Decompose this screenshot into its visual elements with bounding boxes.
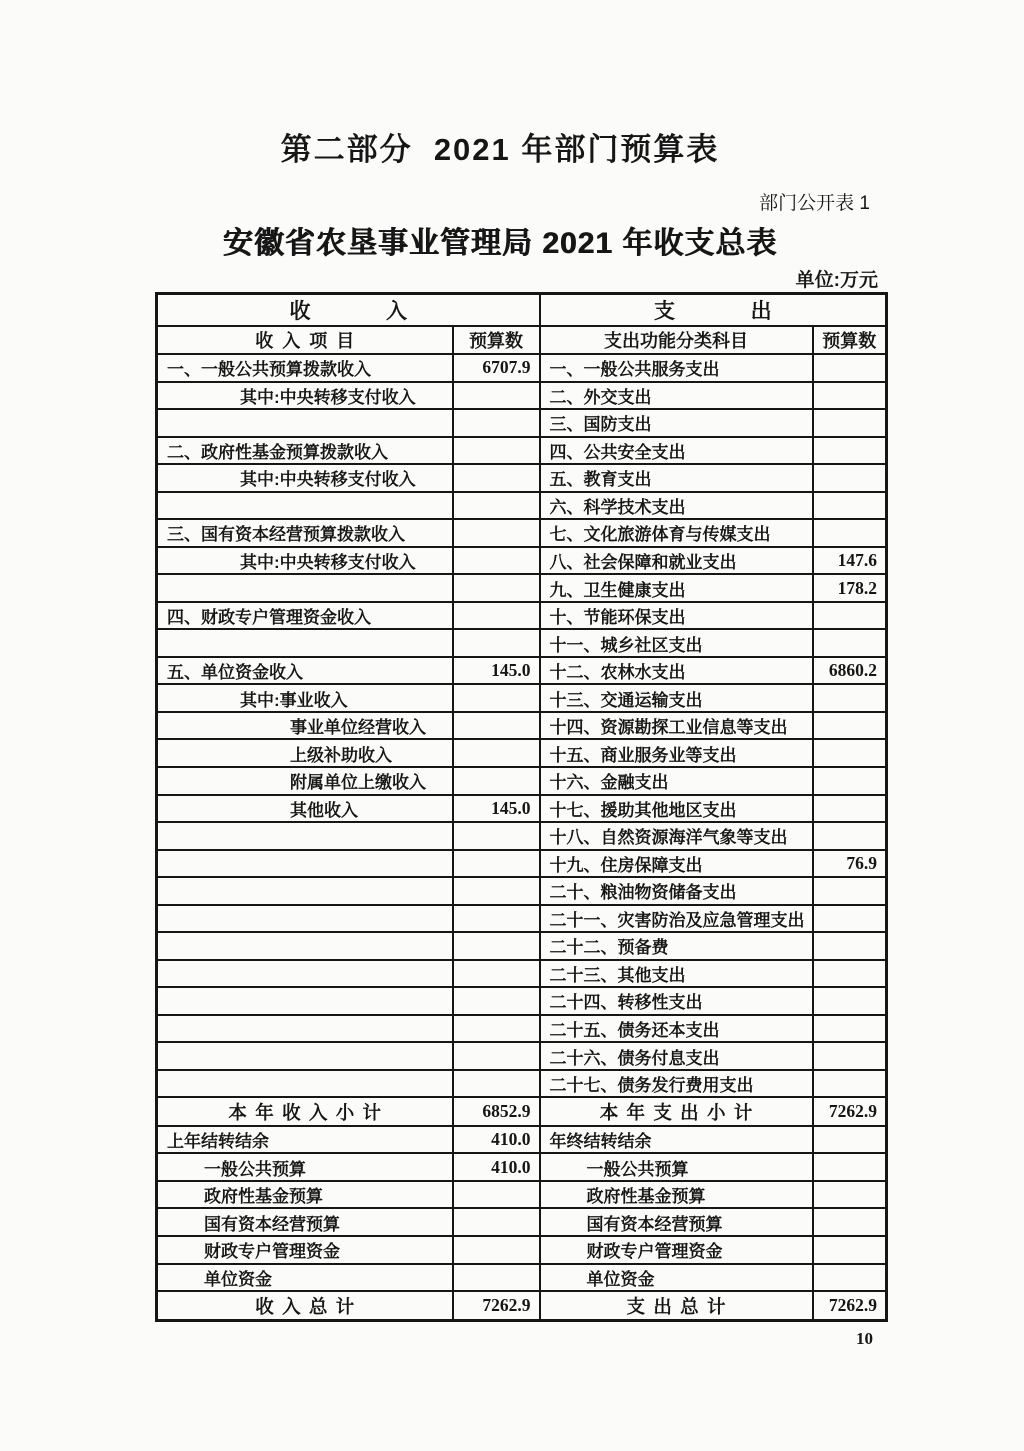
table-row: [157, 960, 887, 988]
table-row: [157, 739, 887, 767]
table-row: [157, 712, 887, 740]
income-item-cell: [157, 960, 453, 988]
income-budget-cell: [453, 464, 540, 492]
expense-budget-cell: [813, 822, 887, 850]
table-row: [157, 795, 887, 823]
income-budget-cell: [453, 1264, 540, 1292]
expense-budget-cell: [813, 987, 887, 1015]
expense-budget-cell: [813, 602, 887, 630]
expense-item-cell: 三、国防支出: [540, 409, 813, 437]
expense-item-cell: 十一、城乡社区支出: [540, 629, 813, 657]
table-row: [157, 657, 887, 685]
expense-item-cell: 本年支出小计: [540, 1097, 813, 1126]
income-budget-cell: [453, 877, 540, 905]
expense-budget-cell: 76.9: [813, 850, 887, 878]
expense-budget-cell: [813, 960, 887, 988]
income-item-cell: [157, 1042, 453, 1070]
expense-item-cell: 八、社会保障和就业支出: [540, 547, 813, 575]
expense-item-cell: 二十三、其他支出: [540, 960, 813, 988]
expense-budget-cell: [813, 492, 887, 520]
income-budget-cell: [453, 850, 540, 878]
table-row: [157, 519, 887, 547]
income-budget-cell: 410.0: [453, 1126, 540, 1154]
expense-item-cell: 单位资金: [540, 1264, 813, 1292]
income-item-cell: [157, 409, 453, 437]
income-item-cell: [157, 905, 453, 933]
income-item-cell: 上级补助收入: [157, 739, 453, 767]
income-budget-cell: [453, 1042, 540, 1070]
table-row: [157, 1153, 887, 1181]
income-budget-cell: [453, 822, 540, 850]
table-row: [157, 850, 887, 878]
expense-budget-cell: [813, 1153, 887, 1181]
table-label: 部门公开表 1: [759, 193, 870, 214]
expense-item-cell: 政府性基金预算: [540, 1181, 813, 1209]
table-row: [157, 382, 887, 410]
expense-budget-cell: 7262.9: [813, 1097, 887, 1126]
income-budget-cell: [453, 547, 540, 575]
expense-budget-cell: [813, 1070, 887, 1098]
income-item-cell: 本年收入小计: [157, 1097, 453, 1126]
budget-table: [155, 292, 888, 1322]
income-item-cell: 其中:中央转移支付收入: [157, 382, 453, 410]
table-row: [157, 822, 887, 850]
table-row: [157, 547, 887, 575]
income-item-cell: 政府性基金预算: [157, 1181, 453, 1209]
table-row: [157, 1126, 887, 1154]
expense-item-cell: 二十五、债务还本支出: [540, 1015, 813, 1043]
income-budget-cell: [453, 437, 540, 465]
income-item-cell: 二、政府性基金预算拨款收入: [157, 437, 453, 465]
expense-item-cell: 十九、住房保障支出: [540, 850, 813, 878]
expense-budget-cell: [813, 1181, 887, 1209]
income-budget-cell: 6852.9: [453, 1097, 540, 1126]
expense-budget-cell: [813, 629, 887, 657]
expense-item-cell: 十五、商业服务业等支出: [540, 739, 813, 767]
part-title: 第二部分 2021 年部门预算表: [280, 132, 720, 167]
table-row: [157, 464, 887, 492]
expense-budget-cell: [813, 1236, 887, 1264]
income-item-cell: [157, 1015, 453, 1043]
table-row: [157, 987, 887, 1015]
income-budget-cell: [453, 382, 540, 410]
income-budget-cell: [453, 712, 540, 740]
table-row: [157, 877, 887, 905]
expense-item-cell: 十七、援助其他地区支出: [540, 795, 813, 823]
income-budget-cell: [453, 987, 540, 1015]
table-row: [157, 1070, 887, 1098]
income-item-cell: [157, 932, 453, 960]
table-row: [157, 1208, 887, 1236]
expense-item-cell: 十八、自然资源海洋气象等支出: [540, 822, 813, 850]
expense-budget-cell: [813, 712, 887, 740]
column-header-row: [157, 326, 887, 354]
expense-item-cell: 十六、金融支出: [540, 767, 813, 795]
expense-budget-cell: [813, 1208, 887, 1236]
income-item-cell: [157, 877, 453, 905]
income-item-cell: 其中:中央转移支付收入: [157, 464, 453, 492]
expense-item-cell: 二十六、债务付息支出: [540, 1042, 813, 1070]
expense-item-column-header: 支出功能分类科目: [540, 326, 813, 354]
table-row: [157, 437, 887, 465]
table-row: [157, 684, 887, 712]
expense-item-cell: 二、外交支出: [540, 382, 813, 410]
expense-budget-cell: 7262.9: [813, 1291, 887, 1320]
expense-budget-cell: [813, 354, 887, 382]
income-item-cell: [157, 850, 453, 878]
income-section-header: 收入: [157, 294, 540, 327]
income-item-column-header: 收入项目: [157, 326, 453, 354]
income-item-cell: 其中:中央转移支付收入: [157, 547, 453, 575]
income-budget-cell: [453, 739, 540, 767]
expense-item-cell: 二十七、债务发行费用支出: [540, 1070, 813, 1098]
expense-budget-cell: [813, 1264, 887, 1292]
income-budget-cell: [453, 492, 540, 520]
income-budget-cell: [453, 1015, 540, 1043]
income-item-cell: 五、单位资金收入: [157, 657, 453, 685]
expense-item-cell: 十、节能环保支出: [540, 602, 813, 630]
expense-item-cell: 二十二、预备费: [540, 932, 813, 960]
expense-item-cell: 九、卫生健康支出: [540, 574, 813, 602]
expense-budget-cell: [813, 519, 887, 547]
income-budget-cell: [453, 960, 540, 988]
expense-item-cell: 二十四、转移性支出: [540, 987, 813, 1015]
income-budget-cell: [453, 684, 540, 712]
income-budget-column-header: 预算数: [453, 326, 540, 354]
expense-item-cell: 一、一般公共服务支出: [540, 354, 813, 382]
income-item-cell: [157, 1070, 453, 1098]
expense-item-cell: 十四、资源勘探工业信息等支出: [540, 712, 813, 740]
income-budget-cell: 7262.9: [453, 1291, 540, 1320]
expense-budget-cell: [813, 1126, 887, 1154]
expense-item-cell: 十二、农林水支出: [540, 657, 813, 685]
expense-section-header: 支出: [540, 294, 887, 327]
expense-item-cell: 财政专户管理资金: [540, 1236, 813, 1264]
expense-budget-cell: [813, 767, 887, 795]
income-budget-cell: [453, 1070, 540, 1098]
expense-item-cell: 支出总计: [540, 1291, 813, 1320]
table-row: [157, 354, 887, 382]
income-budget-cell: [453, 629, 540, 657]
table-row: [157, 932, 887, 960]
expense-budget-cell: [813, 684, 887, 712]
income-budget-cell: [453, 519, 540, 547]
income-item-cell: [157, 492, 453, 520]
table-row: [157, 409, 887, 437]
expense-budget-cell: [813, 1042, 887, 1070]
table-row: [157, 1236, 887, 1264]
page-number: 10: [856, 1329, 873, 1348]
expense-item-cell: 年终结转结余: [540, 1126, 813, 1154]
expense-item-cell: 十三、交通运输支出: [540, 684, 813, 712]
income-item-cell: 国有资本经营预算: [157, 1208, 453, 1236]
income-item-cell: 四、财政专户管理资金收入: [157, 602, 453, 630]
expense-budget-cell: [813, 739, 887, 767]
group-header-row: [157, 294, 887, 327]
income-item-cell: 事业单位经营收入: [157, 712, 453, 740]
income-item-cell: 其中:事业收入: [157, 684, 453, 712]
expense-budget-cell: [813, 409, 887, 437]
table-row: [157, 492, 887, 520]
table-row: [157, 1042, 887, 1070]
expense-budget-cell: [813, 382, 887, 410]
income-budget-cell: [453, 1181, 540, 1209]
income-item-cell: 一般公共预算: [157, 1153, 453, 1181]
table-row: [157, 1097, 887, 1126]
expense-budget-cell: [813, 464, 887, 492]
table-row: [157, 1264, 887, 1292]
expense-budget-cell: [813, 877, 887, 905]
income-item-cell: [157, 822, 453, 850]
expense-budget-cell: [813, 905, 887, 933]
table-row: [157, 1181, 887, 1209]
expense-budget-cell: 147.6: [813, 547, 887, 575]
income-item-cell: [157, 629, 453, 657]
expense-budget-cell: [813, 437, 887, 465]
income-budget-cell: [453, 1208, 540, 1236]
expense-budget-column-header: 预算数: [813, 326, 887, 354]
table-row: [157, 1015, 887, 1043]
income-budget-cell: 145.0: [453, 657, 540, 685]
income-budget-cell: [453, 409, 540, 437]
income-item-cell: 三、国有资本经营预算拨款收入: [157, 519, 453, 547]
income-budget-cell: [453, 767, 540, 795]
main-title: 安徽省农垦事业管理局 2021 年收支总表: [222, 227, 778, 260]
income-item-cell: [157, 987, 453, 1015]
income-item-cell: 其他收入: [157, 795, 453, 823]
income-budget-cell: 145.0: [453, 795, 540, 823]
income-budget-cell: 410.0: [453, 1153, 540, 1181]
income-item-cell: [157, 574, 453, 602]
expense-item-cell: 二十、粮油物资储备支出: [540, 877, 813, 905]
table-row: [157, 767, 887, 795]
table-row: [157, 629, 887, 657]
expense-item-cell: 六、科学技术支出: [540, 492, 813, 520]
expense-item-cell: 国有资本经营预算: [540, 1208, 813, 1236]
expense-budget-cell: [813, 932, 887, 960]
income-budget-cell: [453, 932, 540, 960]
income-item-cell: 一、一般公共预算拨款收入: [157, 354, 453, 382]
table-row: [157, 602, 887, 630]
expense-budget-cell: 178.2: [813, 574, 887, 602]
expense-item-cell: 一般公共预算: [540, 1153, 813, 1181]
expense-budget-cell: 6860.2: [813, 657, 887, 685]
income-budget-cell: 6707.9: [453, 354, 540, 382]
income-budget-cell: [453, 574, 540, 602]
unit-label: 单位:万元: [795, 270, 878, 291]
expense-budget-cell: [813, 1015, 887, 1043]
income-item-cell: 单位资金: [157, 1264, 453, 1292]
income-budget-cell: [453, 1236, 540, 1264]
expense-item-cell: 七、文化旅游体育与传媒支出: [540, 519, 813, 547]
income-item-cell: 上年结转结余: [157, 1126, 453, 1154]
expense-item-cell: 二十一、灾害防治及应急管理支出: [540, 905, 813, 933]
income-item-cell: 收入总计: [157, 1291, 453, 1320]
table-row: [157, 1291, 887, 1320]
income-budget-cell: [453, 905, 540, 933]
income-item-cell: 附属单位上缴收入: [157, 767, 453, 795]
expense-item-cell: 五、教育支出: [540, 464, 813, 492]
expense-budget-cell: [813, 795, 887, 823]
expense-item-cell: 四、公共安全支出: [540, 437, 813, 465]
table-row: [157, 574, 887, 602]
table-row: [157, 905, 887, 933]
income-item-cell: 财政专户管理资金: [157, 1236, 453, 1264]
income-budget-cell: [453, 602, 540, 630]
